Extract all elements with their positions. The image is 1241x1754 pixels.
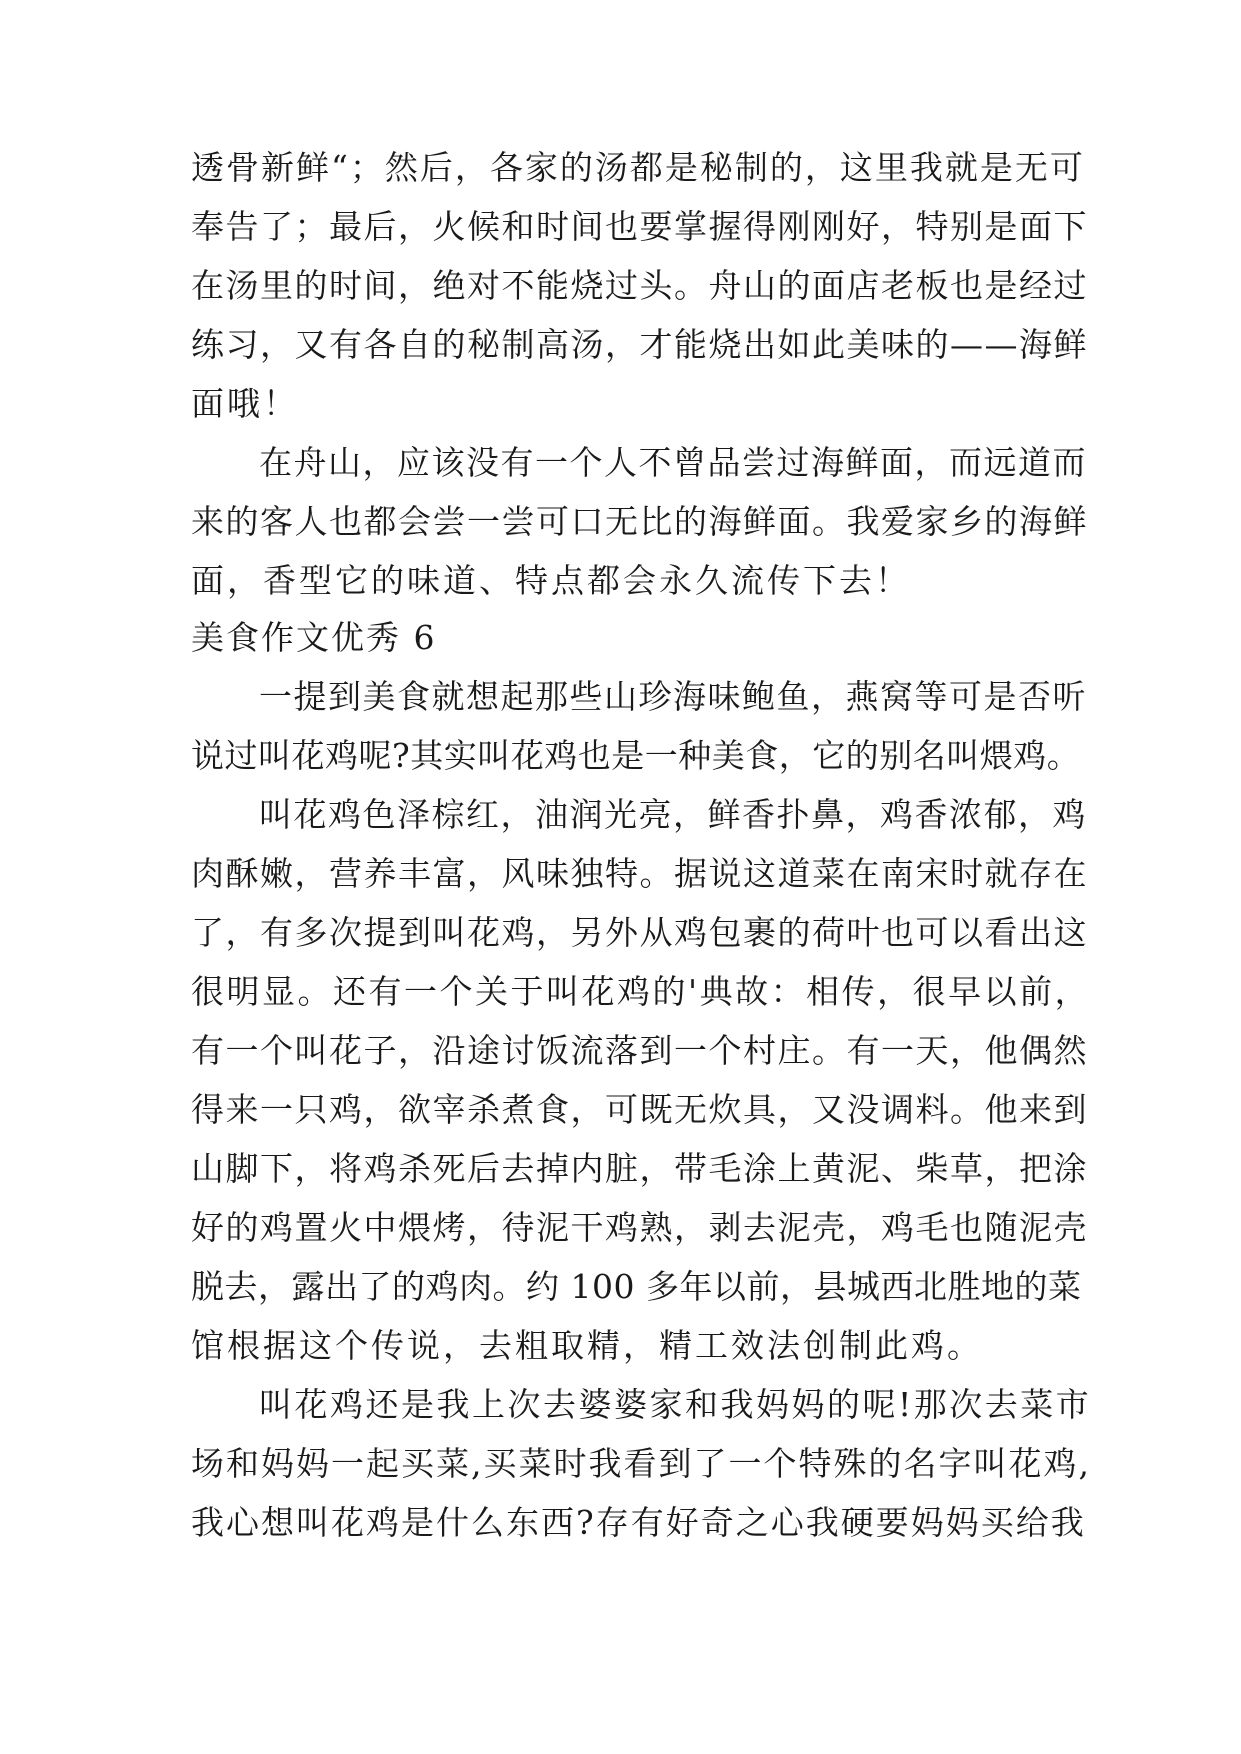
text-line: 在汤里的时间，绝对不能烧过头。舟山的面店老板也是经过 <box>191 266 1088 305</box>
text-line: 山脚下，将鸡杀死后去掉内脏，带毛涂上黄泥、柴草，把涂 <box>191 1149 1088 1188</box>
text-line: 肉酥嫩，营养丰富，风味独特。据说这道菜在南宋时就存在 <box>191 854 1088 893</box>
text-line: 我心想叫花鸡是什么东西?存有好奇之心我硬要妈妈买给我 <box>191 1503 1086 1542</box>
text-line: 得来一只鸡，欲宰杀煮食，可既无炊具，又没调料。他来到 <box>191 1090 1088 1129</box>
text-line: 在舟山，应该没有一个人不曾品尝过海鲜面，而远道而 <box>259 443 1087 482</box>
text-line: 奉告了；最后，火候和时间也要掌握得刚刚好，特别是面下 <box>191 207 1088 246</box>
text-line: 面，香型它的味道、特点都会永久流传下去！ <box>191 561 911 600</box>
text-line: 说过叫花鸡呢?其实叫花鸡也是一种美食，它的别名叫煨鸡。 <box>191 736 1081 775</box>
text-line: 有一个叫花子，沿途讨饭流落到一个村庄。有一天，他偶然 <box>191 1031 1088 1070</box>
text-line: 馆根据这个传说，去粗取精，精工效法创制此鸡。 <box>191 1326 983 1365</box>
text-line: 叫花鸡还是我上次去婆婆家和我妈妈的呢!那次去菜市 <box>259 1385 1092 1424</box>
text-line: 了，有多次提到叫花鸡，另外从鸡包裹的荷叶也可以看出这 <box>191 913 1088 952</box>
text-line: 脱去，露出了的鸡肉。约 100 多年以前，县城西北胜地的菜 <box>191 1267 1082 1306</box>
text-line: 好的鸡置火中煨烤，待泥干鸡熟，剥去泥壳，鸡毛也随泥壳 <box>191 1208 1088 1247</box>
text-line: 来的客人也都会尝一尝可口无比的海鲜面。我爱家乡的海鲜 <box>191 502 1088 541</box>
text-line: 一提到美食就想起那些山珍海味鲍鱼，燕窝等可是否听 <box>259 677 1087 716</box>
text-line: 场和妈妈一起买菜,买菜时我看到了一个特殊的名字叫花鸡, <box>191 1444 1091 1483</box>
text-line: 叫花鸡色泽棕红，油润光亮，鲜香扑鼻，鸡香浓郁，鸡 <box>259 795 1087 834</box>
text-line: 练习，又有各自的秘制高汤，才能烧出如此美味的——海鲜 <box>191 325 1088 364</box>
text-line: 透骨新鲜“；然后，各家的汤都是秘制的，这里我就是无可 <box>191 148 1085 187</box>
section-heading: 美食作文优秀 6 <box>191 618 437 657</box>
text-line: 很明显。还有一个关于叫花鸡的'典故：相传，很早以前， <box>191 972 1091 1011</box>
text-line: 面哦！ <box>191 384 299 423</box>
